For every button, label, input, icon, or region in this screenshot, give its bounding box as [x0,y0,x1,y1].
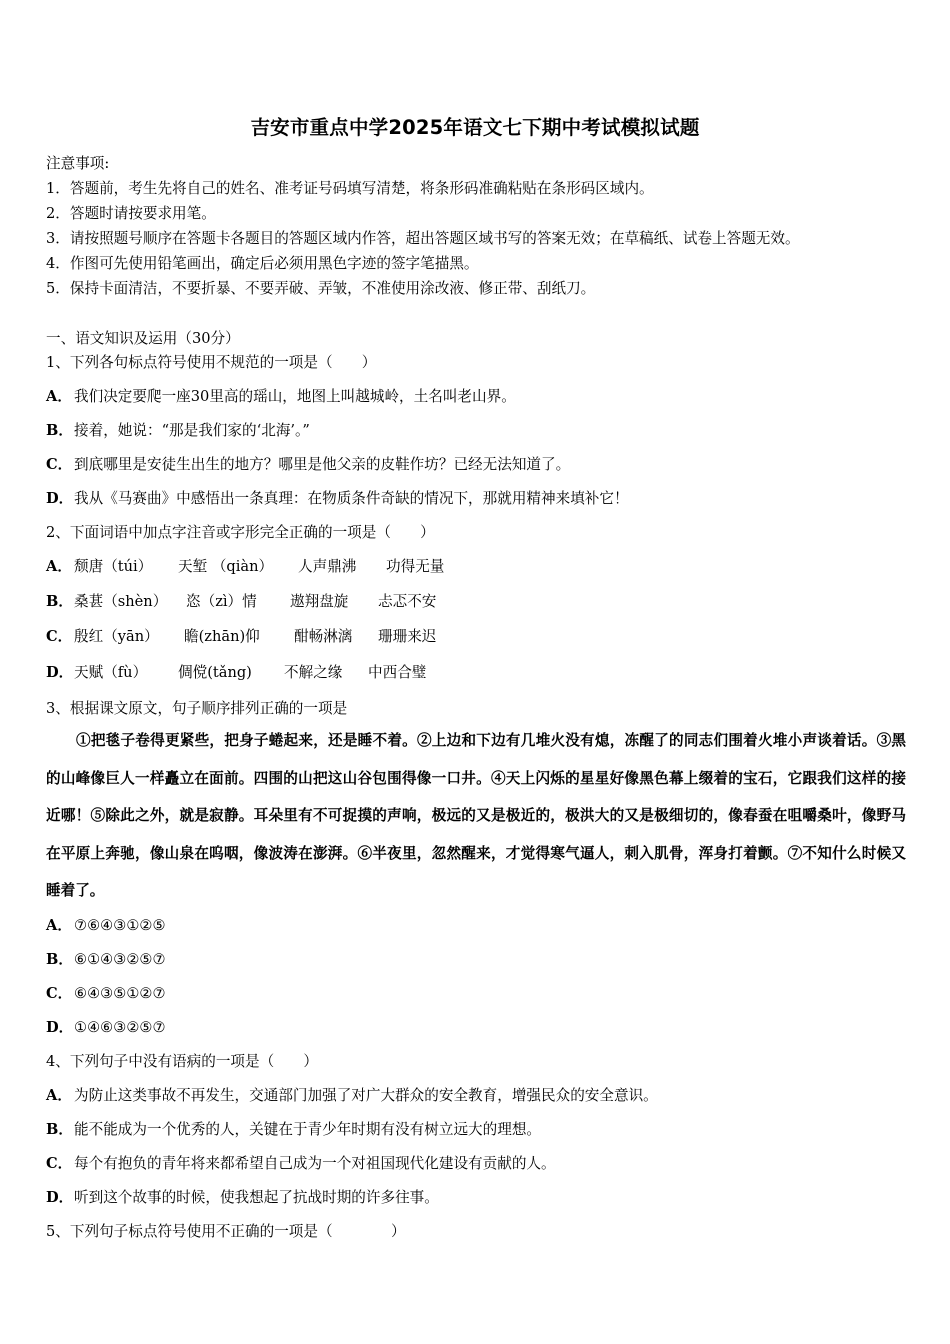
question-3-option-a [46,914,166,935]
option-letter: C． [46,985,73,1002]
option-word: 桑葚（shèn） [74,593,168,610]
passage-text: ①把毯子卷得更紧些，把身子蜷起来，还是睡不着。②上边和下边有几堆火没有熄，冻醒了的同志们围着火堆小声谈着话。③黑的山峰像巨人一样矗立在面前。四围的山把这山谷包围得像一口井。④天上闪烁的星星好像黑色幕上缀着的宝石，它跟我们这样的接近哪！⑤除此之外，就是寂静。耳朵里有不可捉摸的声响，极远的又是极近的，极洪大的又是极细切的，像春蚕在咀嚼桑叶，像野马在平原上奔驰，像山泉在呜咽，像波涛在澎湃。⑥半夜里，忽然醒来，才觉得寒气逼人，刺入肌骨，浑身打着颤。⑦不知什么时候又睡着了。 [46,732,906,900]
option-text: ①④⑥③②⑤⑦ [74,1019,166,1036]
notice-heading: 注意事项: [46,155,110,172]
question-3-option-b [46,948,166,969]
option-text: 每个有抱负的青年将来都希望自己成为一个对祖国现代化建设有贡献的人。 [74,1155,556,1172]
question-1-stem: 1、下列各句标点符号使用不规范的一项是（ ） [46,354,377,371]
question-1-option-b [46,419,310,440]
option-letter: B． [46,1121,73,1138]
page-title: 吉安市重点中学2025年语文七下期中考试模拟试题 [250,116,700,139]
option-letter: A． [46,558,72,575]
option-letter: D． [46,664,74,681]
notice-item: 3．请按照题号顺序在答题卡各题目的答题区域内作答，超出答题区域书写的答案无效；在草稿纸、试卷上答题无效。 [46,230,800,247]
option-text: 到底哪里是安徒生出生的地方？哪里是他父亲的皮鞋作坊？已经无法知道了。 [74,456,571,473]
question-2-option-a [46,555,444,576]
option-text: 听到这个故事的时候，使我想起了抗战时期的许多往事。 [74,1189,439,1206]
option-letter: B． [46,422,73,439]
option-word: 倜傥(tǎng) [178,664,252,681]
option-letter: C． [46,456,73,473]
question-4-stem: 4、下列句子中没有语病的一项是（ ） [46,1053,318,1070]
question-2-option-c [46,625,436,646]
option-word: 瞻(zhān)仰 [184,628,260,645]
question-4-option-a [46,1084,658,1105]
option-letter: D． [46,1019,74,1036]
option-text: 为防止这类事故不再发生，交通部门加强了对广大群众的安全教育，增强民众的安全意识。 [74,1087,658,1104]
option-word: 恣（zì）情 [186,593,257,610]
question-2-option-b [46,590,436,611]
option-word: 不解之缘 [284,664,343,681]
option-word: 忐忑不安 [378,593,437,610]
question-2-stem: 2、下面词语中加点字注音或字形完全正确的一项是（ ） [46,524,435,541]
notice-item: 4．作图可先使用铅笔画出，确定后必须用黑色字迹的签字笔描黑。 [46,255,479,272]
option-letter: A． [46,388,72,405]
option-text: ⑥①④③②⑤⑦ [74,951,166,968]
option-text: 接着，她说：“那是我们家的‘北海’。” [74,422,310,439]
option-text: 能不能成为一个优秀的人，关键在于青少年时期有没有树立远大的理想。 [74,1121,542,1138]
option-word: 功得无量 [386,558,445,575]
option-word: 中西合璧 [368,664,427,681]
option-letter: C． [46,1155,73,1172]
option-word: 殷红（yān） [74,628,159,645]
section-heading: 一、语文知识及运用（30分） [46,330,240,347]
option-word: 酣畅淋漓 [294,628,353,645]
question-4-option-b [46,1118,541,1139]
notice-item: 2．答题时请按要求用笔。 [46,205,216,222]
option-letter: A． [46,917,72,934]
question-1-option-a [46,385,516,406]
option-word: 天堑 （qiàn） [178,558,274,575]
option-word: 人声鼎沸 [298,558,357,575]
option-letter: A． [46,1087,72,1104]
option-text: ⑦⑥④③①②⑤ [74,917,166,934]
question-1-option-c [46,453,570,474]
option-word: 珊珊来迟 [378,628,437,645]
option-letter: D． [46,1189,74,1206]
option-word: 颓唐（túi） [74,558,153,575]
question-4-option-d [46,1186,439,1207]
option-text: 我从《马赛曲》中感悟出一条真理：在物质条件奇缺的情况下，那就用精神来填补它！ [74,490,629,507]
question-4-option-c [46,1152,556,1173]
option-word: 遨翔盘旋 [290,593,349,610]
notice-item: 5．保持卡面清洁，不要折暴、不要弄破、弄皱，不准使用涂改液、修正带、刮纸刀。 [46,280,596,297]
question-3-option-d [46,1016,166,1037]
option-letter: B． [46,593,73,610]
question-2-option-d [46,661,426,682]
option-letter: C． [46,628,73,645]
question-3-stem: 3、根据课文原文，句子顺序排列正确的一项是 [46,700,348,717]
option-text: ⑥④③⑤①②⑦ [74,985,166,1002]
question-1-option-d [46,487,629,508]
option-text: 我们决定要爬一座30里高的瑶山，地图上叫越城岭，土名叫老山界。 [74,388,516,405]
option-letter: D． [46,490,74,507]
question-3-passage [46,722,906,910]
question-5-stem: 5、下列句子标点符号使用不正确的一项是（ ） [46,1223,406,1240]
option-letter: B． [46,951,73,968]
notice-item: 1．答题前，考生先将自己的姓名、准考证号码填写清楚，将条形码准确粘贴在条形码区域内。 [46,180,654,197]
option-word: 天赋（fù） [74,664,148,681]
question-3-option-c [46,982,166,1003]
